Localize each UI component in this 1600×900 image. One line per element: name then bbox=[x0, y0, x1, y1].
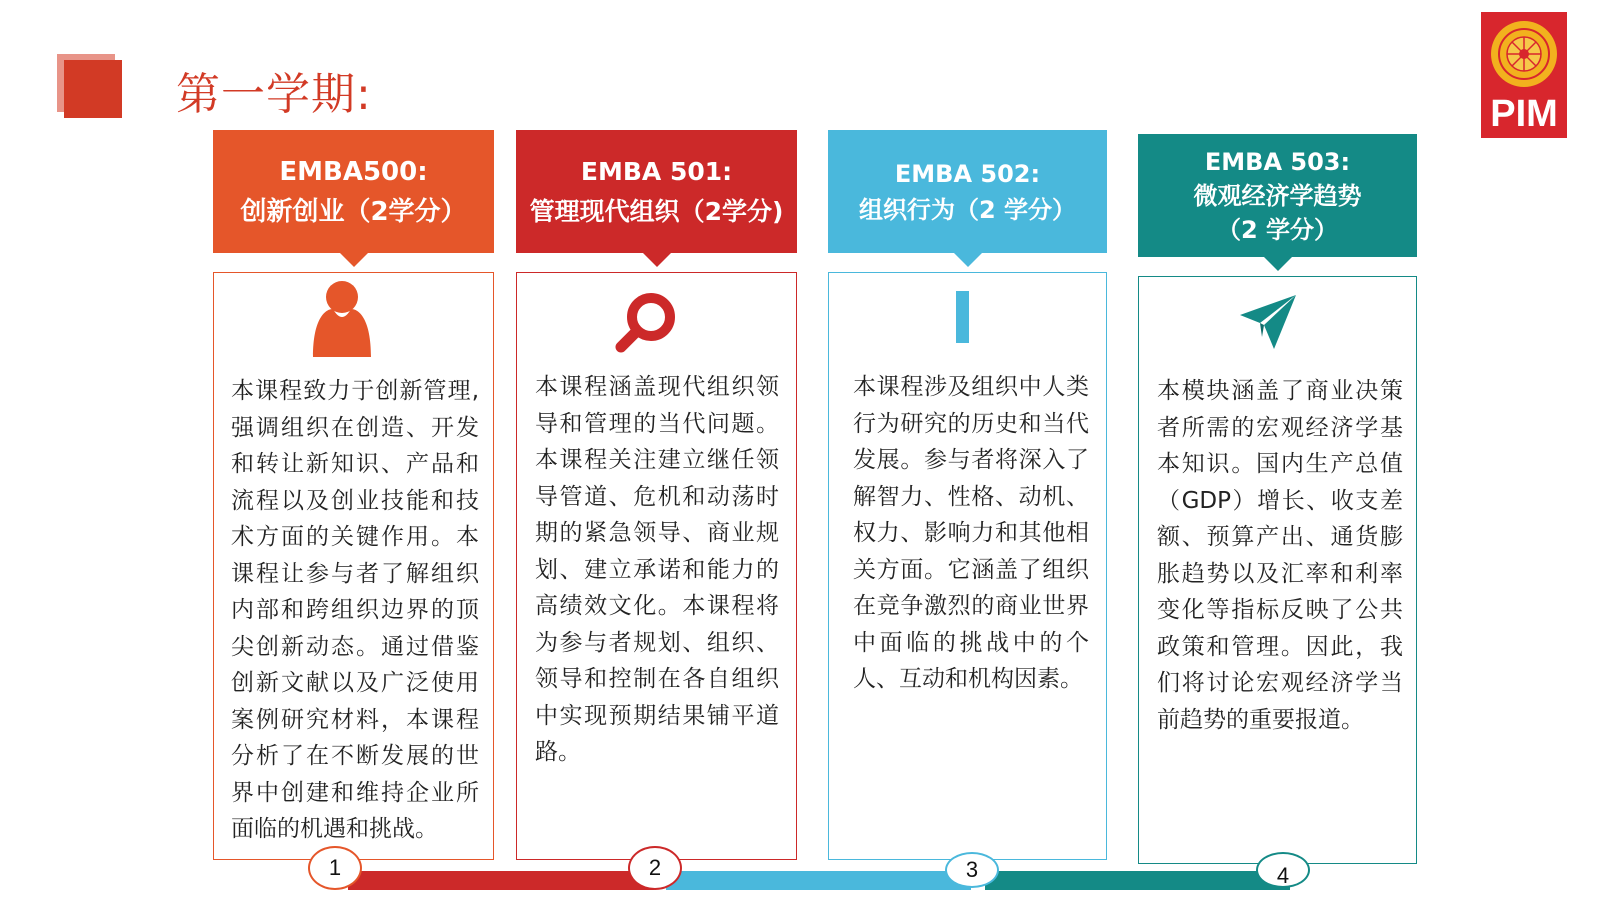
course-name: 微观经济学趋势 bbox=[1193, 181, 1362, 210]
timeline-bar-2 bbox=[666, 871, 971, 890]
bar-icon bbox=[954, 291, 972, 345]
course-header-emba501 bbox=[516, 130, 797, 253]
course-code: EMBA 503: bbox=[1204, 147, 1351, 176]
timeline-bar-3 bbox=[985, 871, 1290, 890]
step-number-4: 4 bbox=[1256, 852, 1310, 888]
course-description: 本课程致力于创新管理,强调组织在创造、开发和转让新知识、产品和流程以及创业技能和技术方面的关键作用。本课程让参与者了解组织内部和跨组织边界的顶尖创新动态。通过借鉴创新文献以及广泛使用案例研究材料，本课程分析了在不断发展的世界中创建和维持企业所面临的机遇和挑战。 bbox=[231, 378, 479, 842]
course-header-emba502 bbox=[828, 130, 1107, 253]
magnifier-icon bbox=[615, 291, 677, 353]
seal-icon bbox=[1490, 20, 1558, 88]
course-header-emba500 bbox=[213, 130, 494, 253]
step-number-3: 3 bbox=[945, 852, 999, 888]
header-pointer bbox=[643, 253, 671, 267]
header-pointer bbox=[954, 253, 982, 267]
step-number-1: 1 bbox=[308, 846, 362, 890]
paper-plane-icon bbox=[1238, 291, 1300, 353]
course-card-emba503 bbox=[1138, 276, 1417, 864]
course-code: EMBA 502: bbox=[894, 159, 1041, 188]
title-decoration-square bbox=[64, 60, 122, 118]
course-card-emba500 bbox=[213, 272, 494, 860]
course-description: 本课程涵盖现代组织领导和管理的当代问题。本课程关注建立继任领导管道、危机和动荡时期的紧急领导、商业规划、建立承诺和能力的高绩效文化。本课程将为参与者规划、组织、领导和控制在各自组织中实现预期结果铺平道路。 bbox=[535, 374, 779, 765]
logo-text: PIM bbox=[1490, 93, 1558, 135]
course-header-emba503 bbox=[1138, 134, 1417, 257]
course-card-emba501 bbox=[516, 272, 797, 860]
person-icon bbox=[311, 279, 373, 357]
course-name: 组织行为（2 学分） bbox=[858, 195, 1077, 224]
header-pointer bbox=[1264, 257, 1292, 271]
course-card-emba502 bbox=[828, 272, 1107, 860]
course-name: 管理现代组织（2学分) bbox=[529, 196, 784, 226]
step-number-2: 2 bbox=[628, 846, 682, 890]
course-code: EMBA 501: bbox=[580, 156, 733, 186]
header-pointer bbox=[340, 253, 368, 267]
course-name: 创新创业（2学分） bbox=[240, 196, 467, 227]
course-description: 本课程涉及组织中人类行为研究的历史和当代发展。参与者将深入了解智力、性格、动机、权力、影响力和其他相关方面。它涵盖了组织在竞争激烈的商业世界中面临的挑战中的个人、互动和机构因素。 bbox=[853, 374, 1089, 692]
page-title: 第一学期: bbox=[176, 69, 372, 120]
course-code: EMBA500: bbox=[279, 156, 428, 187]
course-description: 本模块涵盖了商业决策者所需的宏观经济学基本知识。国内生产总值（GDP）增长、收支差额、预算产出、通货膨胀趋势以及汇率和利率变化等指标反映了公共政策和管理。因此，我们将讨论宏观经济学当前趋势的重要报道。 bbox=[1157, 378, 1403, 733]
timeline-bar-1 bbox=[348, 871, 654, 890]
course-credit: （2 学分） bbox=[1216, 215, 1339, 244]
pim-logo bbox=[1481, 12, 1567, 138]
